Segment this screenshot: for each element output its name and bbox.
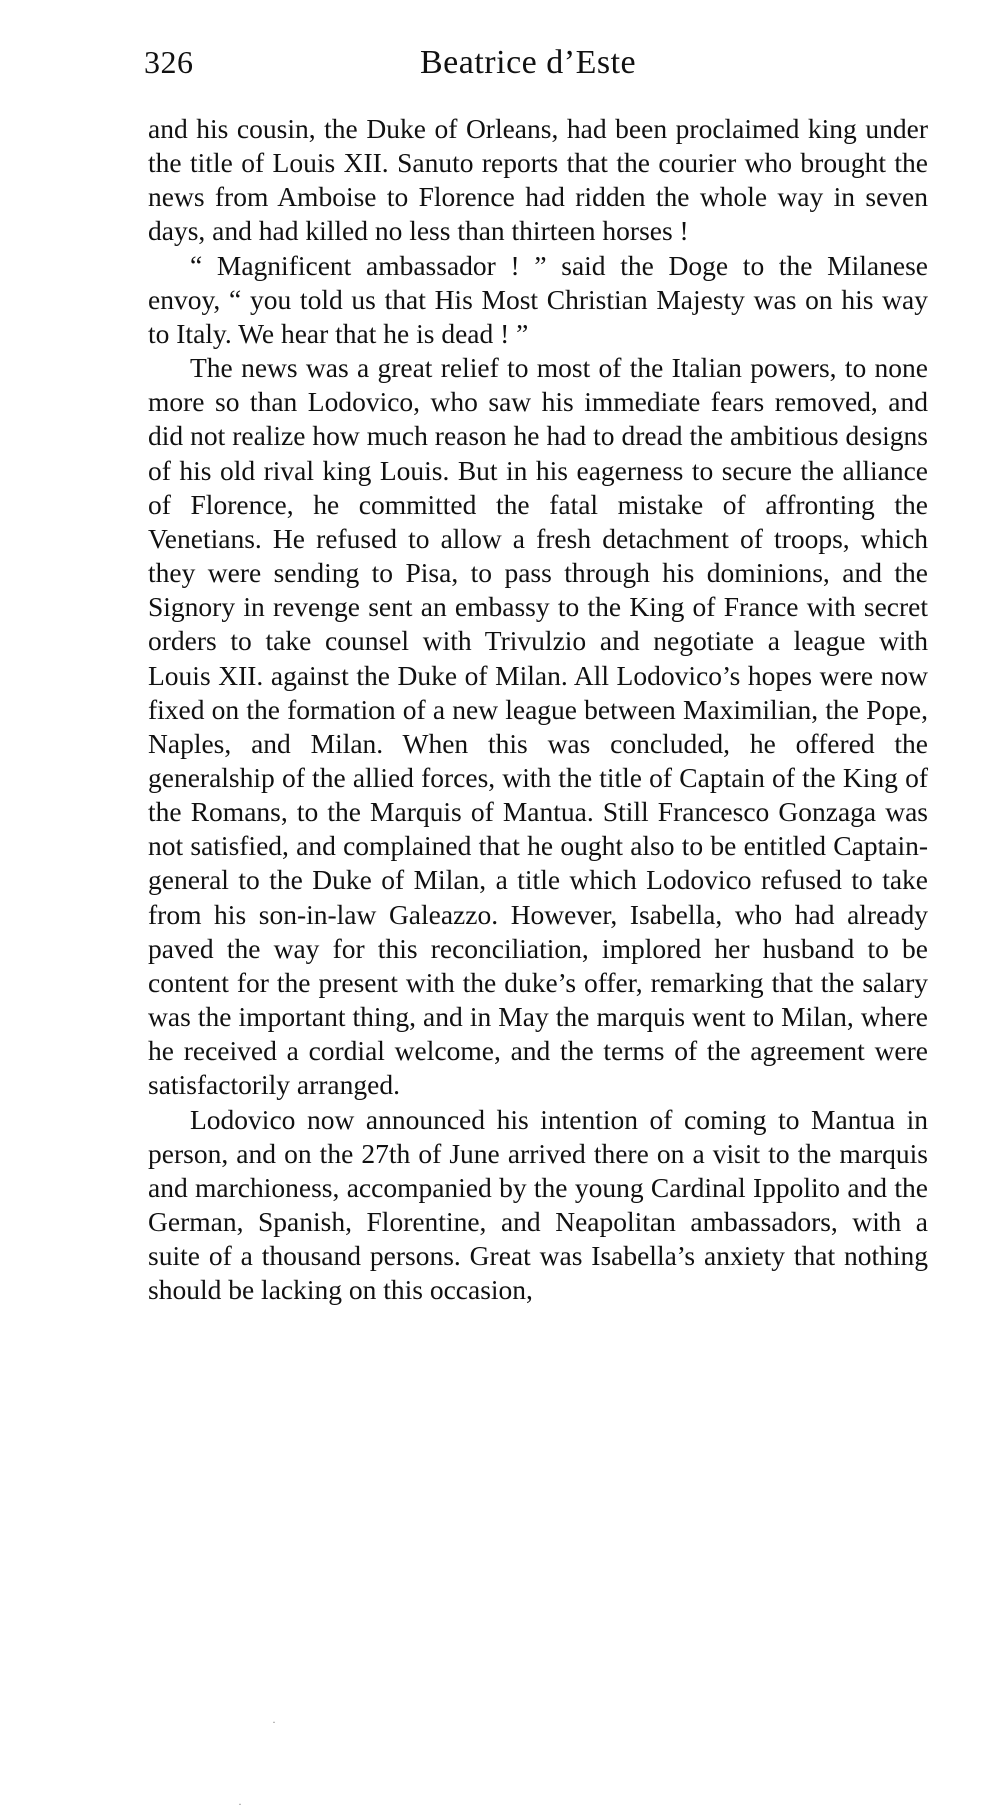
- page-number: 326: [144, 44, 194, 80]
- scan-speck: ·: [272, 1715, 276, 1729]
- paragraph-doge-quote: “ Magnificent ambassador ! ” said the Doge to the Milanese envoy, “ you told us that His Most Christian Majesty was on his way to Italy. We hear that he is dead ! ”: [148, 249, 928, 349]
- scan-speck: ·: [238, 1797, 242, 1811]
- body-text: [148, 112, 928, 1307]
- running-title: Beatrice d’Este: [420, 44, 637, 81]
- paragraph-italian-powers: The news was a great relief to most of the Italian powers, to none more so than Lodovico, who saw his immediate fears removed, and did not realize how much reason he had to dread the ambitious designs of his old rival king Louis. But in his eagerness to secure the alliance of Florence, he committed the fatal mistake of affronting the Venetians. He refused to allow a fresh detachment of troops, which they were sending to Pisa, to pass through his dominions, and the Signory in revenge sent an embassy to the King of France with secret orders to take counsel with Trivulzio and negotiate a league with Louis XII. against the Duke of Milan. All Lodovico’s hopes were now fixed on the formation of a new league between Maximilian, the Pope, Naples, and Milan. When this was concluded, he offered the generalship of the allied forces, with the title of Captain of the King of the Romans, to the Marquis of Mantua. Still Francesco Gonzaga was not satisfied, and complained that he ought also to be entitled Captain-general to the Duke of Milan, a title which Lodovico refused to take from his son-in-law Galeazzo. However, Isabella, who had already paved the way for this reconciliation, implored her husband to be content for the present with the duke’s offer, remarking that the salary was the important thing, and in May the marquis went to Milan, where he received a cordial welcome, and the terms of the agreement were satisfactorily arranged.: [148, 352, 928, 1101]
- running-head: [144, 44, 928, 92]
- paragraph-lodovico-visit: Lodovico now announced his intention of coming to Mantua in person, and on the 27th of June arrived there on a visit to the marquis and marchioness, accompanied by the young Cardinal Ippolito and the German, Spanish, Florentine, and Neapolitan ambassadors, with a suite of a thousand persons. Great was Isabella’s anxiety that nothing should be lacking on this occasion,: [148, 1103, 928, 1306]
- book-page: [144, 44, 928, 1307]
- paragraph-continued: and his cousin, the Duke of Orleans, had been proclaimed king under the title of Louis XII. Sanuto reports that the courier who brought the news from Amboise to Florence had ridden the whole way in seven days, and had killed no less than thirteen horses !: [148, 113, 928, 247]
